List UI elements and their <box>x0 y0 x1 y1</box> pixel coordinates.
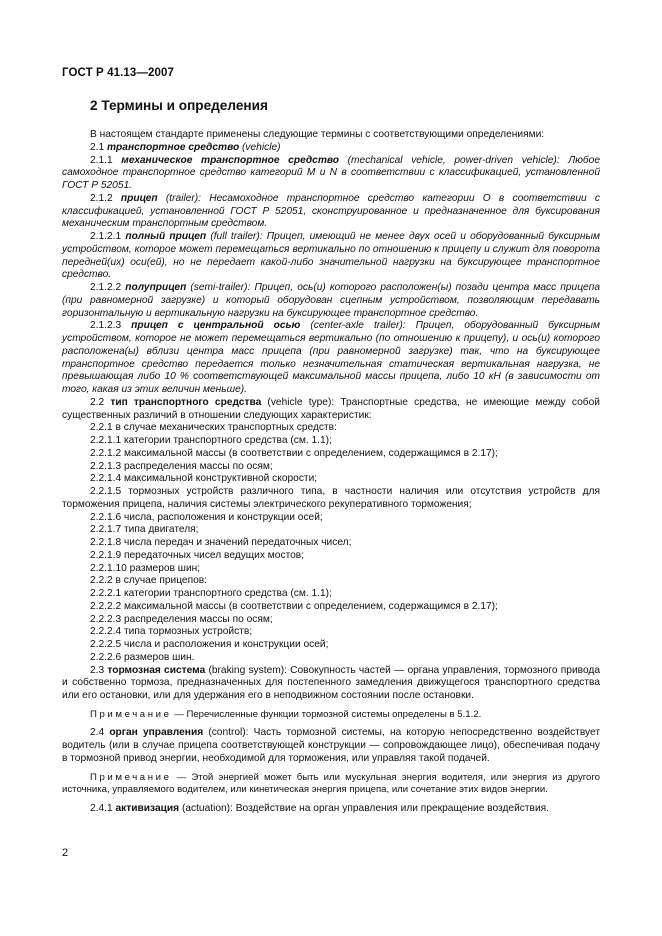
term-definition: (trailer): Несамоходное транспортное средство категории O в соответствии с классификацией, установленной ГОСТ Р 52051, сконструированное и предназначенное для буксирования механическим транспортным средством. <box>62 192 600 230</box>
term-definition: (semi-trailer): Прицеп, ось(и) которого расположен(ы) позади центра масс прицепа (при равномерной загрузке) и который оборудован сцепным устройством, позволяющим передавать горизонтальную и вертикальную нагрузки на буксирующее транспортное средство. <box>62 282 600 319</box>
list-item: 2.2.1.1 категории транспортного средства (см. 1.1); <box>90 435 332 446</box>
term-name: активизация <box>115 802 180 814</box>
list-item: 2.2.2.3 распределения массы по осям; <box>90 613 273 625</box>
list-item: 2.2.1.10 размеров шин; <box>90 562 201 574</box>
term-2-1-2 <box>62 193 600 231</box>
section-title: 2 Термины и определения <box>90 98 268 113</box>
note-text: — Этой энергией может быть или мускульная энергия водителя, или энергия из другого источника, управляемого водителем, или кинетическая энергия прицепа, или сочетание этих видов энергии. <box>62 771 600 796</box>
list-item: 2.2.1.5 тормозных устройств различного типа, в частности наличия или отсутствия устройств для торможения прицепа, наличия системы электрического рекуперативного торможения; <box>62 486 600 510</box>
term-2-3 <box>62 665 600 703</box>
term-name: тип транспортного средства <box>110 396 262 408</box>
term-number: 2.1.2 <box>90 192 121 204</box>
term-name: транспортное средство <box>107 141 240 153</box>
list-item: 2.2.2.4 типа тормозных устройств; <box>90 626 253 638</box>
list-item: 2.2.1.4 максимальной конструктивной скорости; <box>90 473 318 485</box>
term-2-1-2-2 <box>62 282 600 320</box>
page-number: 2 <box>62 847 69 859</box>
list-item: 2.2.1 в случае механических транспортных средств: <box>90 422 337 434</box>
term-number: 2.3 <box>90 664 108 676</box>
term-definition: (braking system): Совокупность частей — органа управления, тормозного привода и собственно тормоза, предназначенных для постепенного замедления движущегося транспортного средства или его остановки, или для удержания его в неподвижном состоянии после остановки. <box>62 664 600 701</box>
term-number: 2.1.2.3 <box>90 320 132 332</box>
term-number: 2.1.2.1 <box>90 231 126 242</box>
term-definition: (vehicle type): Транспортные средства, не имеющие между собой существенных различий в отношении следующих характеристик: <box>62 396 600 421</box>
list-item: 2.2.2.1 категории транспортного средства (см. 1.1); <box>90 588 332 599</box>
list-item: 2.2.2.2 максимальной массы (в соответствии с определением, содержащимся в 2.17); <box>90 600 498 612</box>
term-name: полный прицеп <box>125 231 207 242</box>
term-name: прицеп с центральной осью <box>131 320 301 332</box>
note-label: Примечание <box>90 708 172 720</box>
term-definition: (actuation): Воздействие на орган управления или прекращение воздействия. <box>179 802 549 814</box>
term-2-4 <box>62 727 600 765</box>
note-1 <box>62 709 600 722</box>
list-item: 2.2.2.5 числа и расположения и конструкции осей; <box>90 639 329 650</box>
list-item: 2.2.2 в случае прицепов: <box>90 575 208 587</box>
term-2-1-2-3 <box>62 320 600 397</box>
term-2-2 <box>62 397 600 423</box>
list-item: 2.2.1.8 числа передач и значений передаточных чисел; <box>90 537 352 548</box>
list-item: 2.2.1.9 передаточных чисел ведущих мостов; <box>90 549 305 561</box>
list-item: 2.2.1.2 максимальной массы (в соответствии с определением, содержащимся в 2.17); <box>90 447 498 459</box>
term-name: механическое транспортное средство <box>121 154 340 166</box>
term-number: 2.4.1 <box>90 802 116 814</box>
intro-paragraph <box>62 129 600 142</box>
list-item: 2.2.1.7 типа двигателя; <box>90 524 199 536</box>
intro-text: В настоящем стандарте применены следующие термины с соответствующими определениями: <box>90 129 545 140</box>
term-number: 2.1.1 <box>90 154 122 166</box>
term-2-4-1 <box>62 803 600 816</box>
term-2-1 <box>62 142 600 155</box>
term-number: 2.1 <box>90 141 107 153</box>
term-2-1-1 <box>62 155 600 193</box>
term-2-1-2-1 <box>62 231 600 282</box>
term-definition: (control): Часть тормозной системы, на которую непосредственно воздействует водитель (или в случае прицепа соответствующей конструкции — сопровождающее лицо), обеспечивая подачу в тормозной привод энергии, необходимой для торможения, или управляя такой подачей. <box>62 727 600 764</box>
note-label: Примечание <box>90 771 172 783</box>
term-number: 2.1.2.2 <box>90 282 126 293</box>
list-item: 2.2.1.6 числа, расположения и конструкции осей; <box>90 511 323 523</box>
term-number: 2.2 <box>90 396 111 408</box>
term-name: тормозная система <box>107 664 206 676</box>
list-item: 2.2.1.3 распределения массы по осям; <box>90 460 273 472</box>
list-item: 2.2.2.6 размеров шин. <box>90 651 195 663</box>
note-2 <box>62 772 600 797</box>
document-body <box>62 129 600 816</box>
term-english: (vehicle) <box>239 141 281 153</box>
document-header: ГОСТ Р 41.13—2007 <box>62 67 174 79</box>
term-definition: (mechanical vehicle, power-driven vehicle): Любое самоходное транспортное средство категорий M и N в соответствии с классификацией, установленной ГОСТ Р 52051. <box>62 154 600 191</box>
note-text: — Перечисленные функции тормозной системы определены в 5.1.2. <box>171 708 482 720</box>
term-name: полуприцеп <box>125 282 187 293</box>
term-name: прицеп <box>120 192 158 204</box>
term-definition: (center-axle trailer): Прицеп, оборудованный буксирным устройством, которое не может перемещаться вертикально (по отношению к прицепу), и ось(и) которого расположена(ы) вблизи центра масс прицепа (при равномерной загрузке) так, что на буксирующее транспортное средство передается только незначительная статическая вертикальная нагрузка, не превышающая либо 10 % соответствующей максимальной массы прицепа, либо 10 кН (в зависимости от того, какая из этих величин меньше). <box>62 320 600 395</box>
term-name: орган управления <box>109 727 204 739</box>
term-definition: (full trailer): Прицеп, имеющий не менее двух осей и оборудованный буксирным устройством, которое может перемещаться вертикально по отношению к прицепу и служит для поворота передней(их) оси(ей), но не передает какой-либо значительной нагрузки на буксирующее транспортное средство. <box>62 231 600 281</box>
term-number: 2.4 <box>90 727 110 739</box>
